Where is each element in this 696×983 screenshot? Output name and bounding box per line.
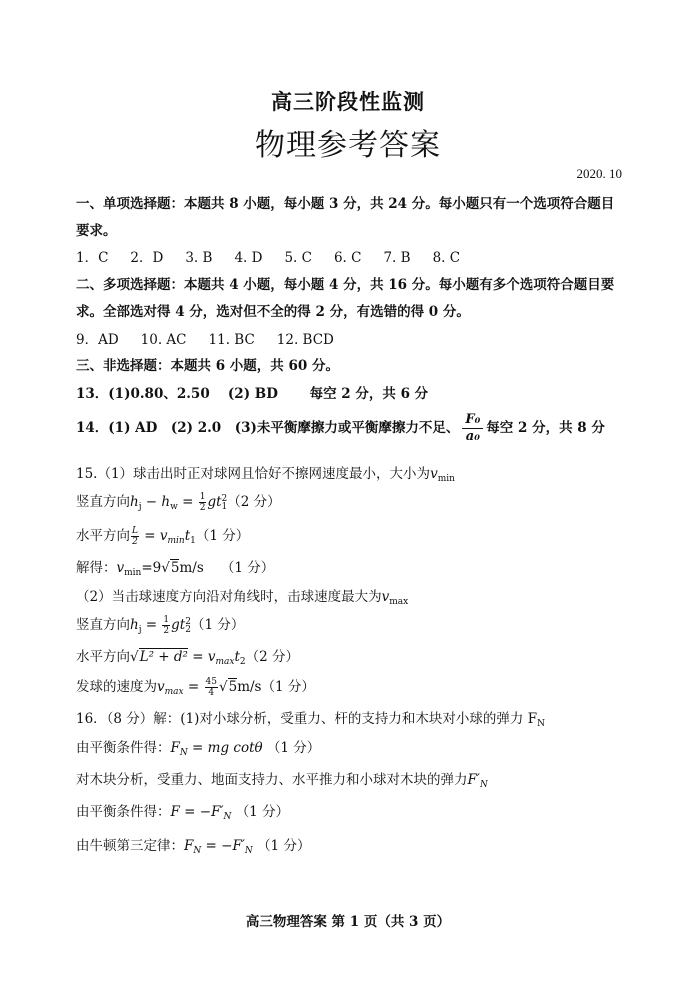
- section1-answers: [76, 246, 482, 266]
- page-subtitle: 物理参考答案: [255, 128, 441, 163]
- frac-d: 2: [163, 626, 170, 636]
- q16-l5-sub: N: [193, 846, 202, 856]
- q15-l8-root: 5: [228, 679, 238, 695]
- frac-n: 1: [199, 492, 206, 502]
- q16-l3-text: 对木块分析，受重力、地面支持力、水平推力和小球对木块的弹力: [76, 772, 468, 788]
- q15-l2-frac: [199, 492, 207, 513]
- answer-8: 8. C: [432, 250, 461, 266]
- q15-l8-score: （1 分）: [261, 679, 315, 695]
- q15-l4-score: （1 分）: [220, 560, 275, 576]
- frac-d: 2: [132, 537, 138, 547]
- q15-l8-unit: m/s: [237, 679, 262, 695]
- q16-line5: [76, 834, 310, 856]
- q15-l4-root: 5: [170, 560, 180, 576]
- q15-l3-sub2: 1: [190, 536, 196, 546]
- q15-l6-a: h: [130, 617, 139, 633]
- q16-line2: [76, 736, 320, 758]
- answer-11: 11. BC: [208, 332, 255, 348]
- answer-2: 2．D: [130, 250, 164, 266]
- q16-l3-sub: N: [479, 780, 488, 790]
- q16-l4-sub: N: [223, 812, 232, 822]
- q15-l4-sub: min: [124, 568, 142, 578]
- section1-heading-2: 要求。: [76, 223, 117, 239]
- q15-l7-sub1: max: [215, 657, 235, 667]
- frac-d: 2: [199, 503, 206, 513]
- fraction-denominator: a₀: [465, 429, 480, 444]
- q16-l2-score: （1 分）: [266, 740, 321, 756]
- q16-l5-score: （1 分）: [257, 838, 311, 854]
- q15-l2-e: =: [177, 494, 198, 510]
- section2-heading-2: 求。全部选对得 4 分，选对但不全的得 2 分，有选错的得 0 分。: [76, 304, 470, 320]
- q16-line1: [76, 707, 545, 729]
- q15-l7-label: 水平方向: [76, 649, 130, 665]
- sub: 2: [185, 624, 191, 635]
- q15-l7-root: L² + d²: [139, 649, 188, 665]
- q15-l6-frac: [162, 615, 170, 636]
- q15-l2-f: gt: [207, 494, 222, 510]
- q15-l2-b: j: [138, 502, 142, 512]
- q15-l2-d: w: [170, 502, 178, 512]
- section2-heading-1: 二、多项选择题：本题共 4 小题，每小题 4 分，共 16 分。每小题有多个选项符合题目要: [76, 277, 615, 293]
- q15-l8-sub: max: [164, 687, 184, 697]
- q15-l7-expr2: t: [234, 649, 240, 665]
- q15-l7-sub2: 2: [239, 657, 246, 667]
- q13-answer: 13．(1)0.80、2.50 (2) BD 每空 2 分，共 6 分: [76, 386, 429, 402]
- q15-line4: [76, 556, 274, 578]
- q16-l1-text: 16．（8 分）解：(1)对小球分析，受重力、杆的支持力和木块对小球的弹力 F: [76, 711, 538, 727]
- q15-l3-expr2: t: [184, 528, 191, 544]
- q15-l3-sub1: min: [167, 536, 185, 546]
- q15-l4-eq: =9: [141, 560, 162, 576]
- section1-heading-1: 一、单项选择题：本题共 8 小题，每小题 3 分，共 24 分。每小题只有一个选项符合题目: [76, 196, 615, 212]
- q15-line7: [76, 645, 299, 667]
- q16-l5-expr: F: [184, 838, 194, 854]
- answer-1: 1．C: [76, 250, 109, 266]
- sqrt-icon: √: [130, 649, 139, 665]
- frac-n: 45: [205, 677, 217, 687]
- date-label: 2020. 10: [576, 166, 622, 181]
- q15-l3-frac: [131, 526, 139, 547]
- q16-l2-expr: F: [170, 740, 180, 756]
- q16-l2-label: 由平衡条件得：: [76, 740, 171, 756]
- q15-l7-expr: = v: [187, 649, 216, 665]
- sup: 2: [221, 493, 228, 504]
- q15-l8-label: 发球的速度为: [76, 679, 157, 695]
- q15-line6: [76, 613, 244, 636]
- answer-4: 4. D: [234, 250, 263, 266]
- answer-12: 12. BCD: [276, 332, 334, 348]
- q15-line8: [76, 675, 315, 698]
- q16-l2-sub: N: [179, 748, 188, 758]
- q15-line5: [76, 585, 408, 607]
- q15-l2-label: 竖直方向: [76, 494, 130, 510]
- q15-l2-a: h: [130, 494, 139, 510]
- q15-l4-unit: m/s: [179, 560, 204, 576]
- q16-l5-sub2: N: [244, 846, 253, 856]
- q14-text-a: 14．(1) AD (2) 2.0 (3)未平衡摩擦力或平衡摩擦力不足、: [76, 420, 460, 436]
- q14-fraction: [462, 412, 483, 445]
- q15-l2-c: − h: [141, 494, 171, 510]
- fraction-numerator: F₀: [462, 412, 483, 429]
- q14-text-b: 每空 2 分，共 8 分: [486, 420, 605, 436]
- page-footer: 高三物理答案 第 1 页（共 3 页）: [245, 914, 451, 930]
- q15-line2: [76, 490, 281, 513]
- q16-l4-expr: F = −F′: [170, 804, 224, 820]
- q15-l1-sub: min: [437, 474, 455, 484]
- sub: 1: [221, 501, 228, 512]
- section2-answers: [76, 328, 356, 348]
- q16-l2-rest: = mg cotθ: [187, 740, 263, 756]
- q15-l7-score: （2 分）: [245, 649, 300, 665]
- q15-l2-score: （2 分）: [227, 494, 281, 510]
- q15-l6-b: j: [138, 625, 142, 635]
- sqrt-icon: √: [161, 560, 170, 576]
- q15-l4-var: v: [116, 560, 125, 576]
- q15-line1: [76, 462, 455, 484]
- q15-l4-label: 解得：: [76, 560, 117, 576]
- q16-l3-var: F′: [467, 772, 480, 788]
- q16-l1-sub: N: [537, 719, 545, 729]
- q15-l5-text: （2）当击球速度方向沿对角线时，击球速度最大为: [76, 589, 382, 605]
- q15-l8-frac: [205, 677, 218, 698]
- sup: 2: [185, 616, 191, 627]
- q15-l8-eq: =: [183, 679, 204, 695]
- page-title: 高三阶段性监测: [271, 89, 425, 114]
- q16-l4-label: 由平衡条件得：: [76, 804, 171, 820]
- q16-l5-label: 由牛顿第三定律：: [76, 838, 184, 854]
- q15-l5-var: v: [381, 589, 390, 605]
- q15-l3-label: 水平方向: [76, 528, 130, 544]
- q15-l6-label: 竖直方向: [76, 617, 130, 633]
- answer-3: 3. B: [185, 250, 213, 266]
- answer-7: 7. B: [383, 250, 411, 266]
- q15-line3: [76, 524, 249, 547]
- q16-line3: [76, 768, 488, 790]
- q16-l5-rest: = −F′: [201, 838, 245, 854]
- q15-l5-sub: max: [389, 597, 409, 607]
- answer-9: 9．AD: [76, 332, 119, 348]
- frac-n: L: [132, 526, 138, 536]
- answer-10: 10. AC: [140, 332, 187, 348]
- q15-l6-c: =: [141, 617, 162, 633]
- frac-n: 1: [163, 615, 170, 625]
- section3-heading: 三、非选择题：本题共 6 小题，共 60 分。: [76, 358, 339, 374]
- q15-l6-d: gt: [171, 617, 186, 633]
- answer-5: 5. C: [284, 250, 312, 266]
- q15-l3-score: （1 分）: [195, 528, 250, 544]
- q16-line4: [76, 800, 289, 822]
- answer-6: 6. C: [333, 250, 362, 266]
- q14-answer: [76, 412, 605, 445]
- sqrt-icon: √: [218, 679, 228, 695]
- q16-l4-score: （1 分）: [235, 804, 290, 820]
- q15-l6-score: （1 分）: [190, 617, 245, 633]
- q15-l8-var: v: [157, 679, 165, 695]
- frac-d: 4: [208, 688, 215, 698]
- q15-l3-expr: = v: [139, 528, 168, 544]
- q15-l1-var: v: [430, 466, 438, 482]
- q15-l1-text: 15.（1）球击出时正对球网且恰好不擦网速度最小，大小为: [76, 466, 431, 482]
